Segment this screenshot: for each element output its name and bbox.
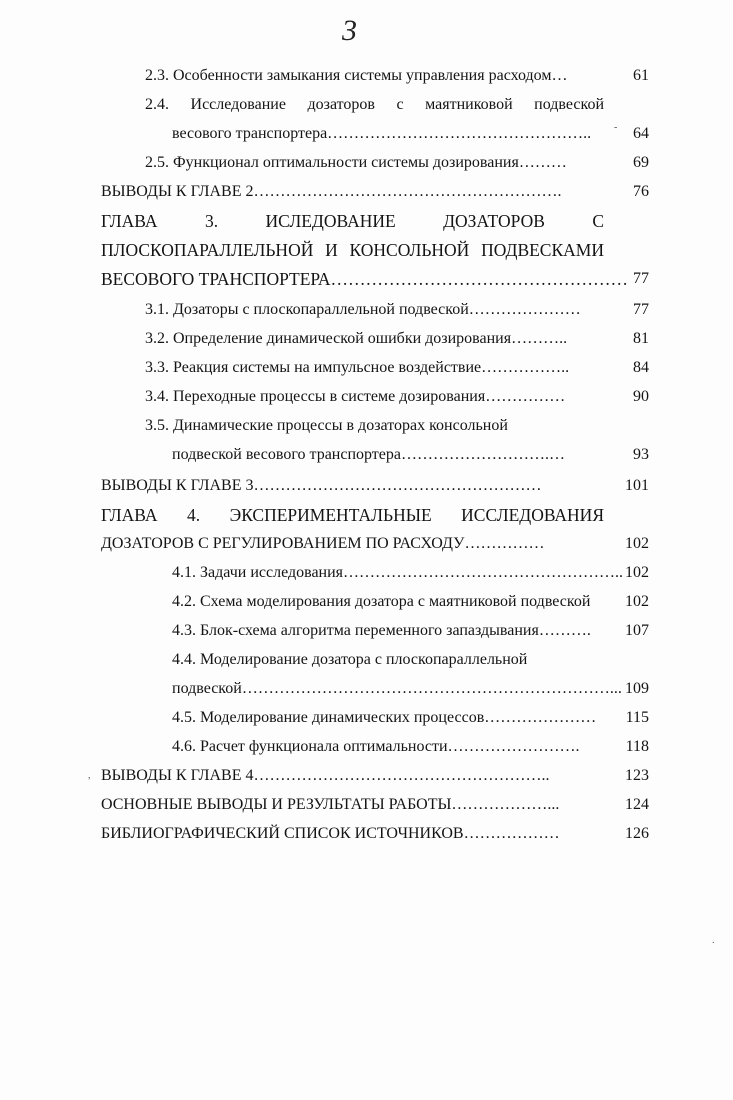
scan-speck: . [712, 935, 715, 946]
toc-entry [0, 503, 733, 527]
toc-entry [0, 443, 733, 467]
toc-entry-page: 64 [633, 125, 649, 142]
toc-entry-page: 118 [625, 738, 649, 755]
toc-entry [0, 267, 733, 291]
toc-entry [0, 822, 733, 846]
toc-entry [0, 590, 733, 614]
toc-entry-page: 77 [633, 301, 649, 318]
toc-entry-title: 4.3. Блок-схема алгоритма переменного запаздывания………. [172, 622, 591, 639]
toc-entry-page: 69 [633, 154, 649, 171]
toc-entry [0, 122, 733, 146]
toc-entry [0, 706, 733, 730]
toc-entry-page: 102 [625, 593, 649, 610]
toc-entry-title: ВЫВОДЫ К ГЛАВЕ 3……………………………………………… [101, 477, 542, 494]
toc-entry-page: 101 [625, 477, 649, 494]
toc-entry-title: 2.5. Функционал оптимальности системы дозирования……… [145, 154, 567, 171]
toc-entry [0, 64, 733, 88]
toc-entry-page: 126 [625, 825, 649, 842]
toc-entry-page: 76 [633, 183, 649, 200]
toc-entry-page: 93 [633, 446, 649, 463]
toc-entry-page: 124 [625, 796, 649, 813]
toc-entry [0, 298, 733, 322]
toc-entry [0, 327, 733, 351]
toc-entry-title: подвеской весового транспортера……………………….… [172, 446, 565, 463]
toc-entry-page: 61 [633, 67, 649, 84]
scan-speck: , [88, 770, 91, 781]
toc-entry-title: ДОЗАТОРОВ С РЕГУЛИРОВАНИЕМ ПО РАСХОДУ…………… [101, 535, 545, 552]
toc-entry [0, 532, 733, 556]
toc-entry-title: ГЛАВА 4. ЭКСПЕРИМЕНТАЛЬНЫЕ ИССЛЕДОВАНИЯ [101, 505, 604, 525]
toc-entry [0, 180, 733, 204]
toc-entry-title: ВЫВОДЫ К ГЛАВЕ 4……………………………………………….. [101, 767, 550, 784]
toc-entry-title: 2.4. Исследование дозаторов с маятниковой подвеской [145, 96, 604, 113]
toc-entry [0, 385, 733, 409]
toc-entry [0, 793, 733, 817]
toc-entry-title: 3.1. Дозаторы с плоскопараллельной подвеской………………… [145, 301, 581, 318]
page-number: 3 [342, 14, 357, 47]
toc-entry-title: ВЕСОВОГО ТРАНСПОРТЕРА…………………………………………… [101, 269, 629, 289]
toc-entry [0, 648, 733, 672]
toc-entry-page: 115 [625, 709, 649, 726]
toc-entry-page: 109 [625, 680, 649, 697]
toc-entry-page: 81 [633, 330, 649, 347]
toc-entry-title: 4.2. Схема моделирования дозатора с маятниковой подвеской [172, 593, 591, 610]
scan-speck: - [614, 122, 618, 133]
toc-entry-title: 2.3. Особенности замыкания системы управления расходом… [145, 67, 568, 84]
toc-entry-page: 123 [625, 767, 649, 784]
toc-entry-title: ПЛОСКОПАРАЛЛЕЛЬНОЙ И КОНСОЛЬНОЙ ПОДВЕСКАМИ [101, 240, 604, 260]
toc-entry-page: 102 [625, 564, 649, 581]
toc-entry-page: 107 [625, 622, 649, 639]
toc-entry [0, 238, 733, 262]
toc-entry-title: ОСНОВНЫЕ ВЫВОДЫ И РЕЗУЛЬТАТЫ РАБОТЫ………………... [101, 796, 560, 813]
toc-entry [0, 735, 733, 759]
toc-entry-page: 77 [633, 270, 649, 287]
toc-entry-title: 3.5. Динамические процессы в дозаторах консольной [145, 417, 508, 434]
toc-entry-title: подвеской……………………………………………………………... [172, 680, 622, 697]
toc-entry [0, 209, 733, 233]
toc-entry [0, 356, 733, 380]
toc-entry-title: 4.6. Расчет функционала оптимальности……………………. [172, 738, 580, 755]
toc-entry [0, 414, 733, 438]
toc-entry-title: 4.5. Моделирование динамических процессов………………… [172, 709, 597, 726]
toc-entry-page: 102 [625, 535, 649, 552]
toc-entry-title: 3.2. Определение динамической ошибки дозирования……….. [145, 330, 568, 347]
toc-entry-title: ВЫВОДЫ К ГЛАВЕ 2…………………………………………………. [101, 183, 562, 200]
toc-entry [0, 561, 733, 585]
toc-entry [0, 474, 733, 498]
toc-entry [0, 619, 733, 643]
toc-entry-title: 4.1. Задачи исследования…………………………………………….. [172, 564, 624, 581]
toc-entry-page: 84 [633, 359, 649, 376]
toc-entry-title: БИБЛИОГРАФИЧЕСКИЙ СПИСОК ИСТОЧНИКОВ……………… [101, 825, 560, 842]
toc-entry-title: 3.3. Реакция системы на импульсное воздействие…………….. [145, 359, 570, 376]
toc-entry-title: ГЛАВА 3. ИСЛЕДОВАНИЕ ДОЗАТОРОВ С [101, 211, 604, 231]
toc-entry [0, 93, 733, 117]
toc-entry-page: 90 [633, 388, 649, 405]
toc-entry [0, 764, 733, 788]
toc-entry-title: 3.4. Переходные процессы в системе дозирования…………… [145, 388, 566, 405]
toc-entry-title: 4.4. Моделирование дозатора с плоскопараллельной [172, 651, 528, 668]
toc-entry-title: весового транспортера………………………………………….. [172, 125, 592, 142]
toc-entry [0, 677, 733, 701]
toc-entry [0, 151, 733, 175]
